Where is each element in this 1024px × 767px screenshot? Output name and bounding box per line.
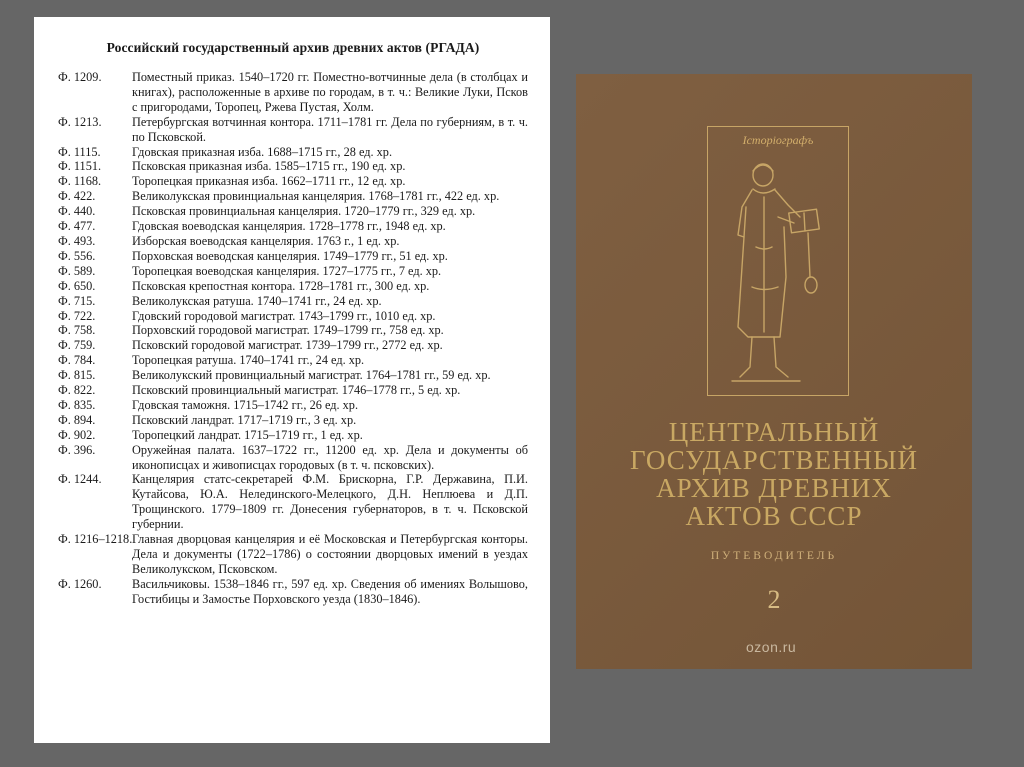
fund-code: Ф. 1213. xyxy=(58,114,102,129)
fund-code: Ф. 815. xyxy=(58,368,96,383)
archive-entry xyxy=(58,338,528,353)
fund-description: Великолукская провинциальная канцелярия. 1768–1781 гг., 422 ед. хр. xyxy=(132,189,500,204)
fund-description: Васильчиковы. 1538–1846 гг., 597 ед. хр. Сведения об имениях Волышово, Гостибицы и Замостье Порховского уезда (1830–1846). xyxy=(132,576,528,606)
archive-entry xyxy=(58,443,528,473)
fund-code: Ф. 784. xyxy=(58,353,96,368)
archive-entry xyxy=(58,309,528,324)
book-title-line-1: ЦЕНТРАЛЬНЫЙ xyxy=(668,417,880,447)
fund-description: Торопецкая ратуша. 1740–1741 гг., 24 ед. хр. xyxy=(132,353,365,368)
archive-entry xyxy=(58,174,528,189)
fund-description: Великолукская ратуша. 1740–1741 гг., 24 ед. хр. xyxy=(132,293,382,308)
fund-code: Ф. 835. xyxy=(58,397,96,412)
archive-entry xyxy=(58,323,528,338)
fund-description: Псковская приказная изба. 1585–1715 гг., 190 ед. хр. xyxy=(132,159,406,174)
fund-description: Порховский городовой магистрат. 1749–1799 гг., 758 ед. хр. xyxy=(132,323,444,338)
fund-description: Порховская воеводская канцелярия. 1749–1779 гг., 51 ед. хр. xyxy=(132,248,448,263)
archive-entry xyxy=(58,264,528,279)
fund-code: Ф. 396. xyxy=(58,442,96,457)
entries-list xyxy=(58,70,528,607)
archive-entry xyxy=(58,145,528,160)
watermark-text: ozon.ru xyxy=(746,639,797,655)
book-title-line-3: АРХИВ ДРЕВНИХ xyxy=(656,473,892,503)
illustration-frame xyxy=(707,126,849,396)
book-cover xyxy=(576,74,972,669)
archive-entry xyxy=(58,249,528,264)
book-title-line-2: ГОСУДАРСТВЕННЫЙ xyxy=(629,445,919,475)
fund-description: Гдовская приказная изба. 1688–1715 гг., 28 ед. хр. xyxy=(132,144,393,159)
fund-description: Торопецкая приказная изба. 1662–1711 гг., 12 ед. хр. xyxy=(132,174,406,189)
archive-entry xyxy=(58,189,528,204)
fund-code: Ф. 477. xyxy=(58,219,96,234)
fund-description: Псковский ландрат. 1717–1719 гг., 3 ед. хр. xyxy=(132,412,357,427)
archive-entry xyxy=(58,413,528,428)
fund-code: Ф. 1151. xyxy=(58,159,102,174)
fund-code: Ф. 722. xyxy=(58,308,96,323)
archive-entry xyxy=(58,353,528,368)
book-subtitle: ПУТЕВОДИТЕЛЬ xyxy=(710,550,838,562)
fund-description: Главная дворцовая канцелярия и её Московская и Петербургская конторы. Дела и документы (1722–1786) о состоянии дворцовых имений в уездах Великолукском, Псковском. xyxy=(132,532,528,576)
archive-entry xyxy=(58,368,528,383)
fund-description: Торопецкий ландрат. 1715–1719 гг., 1 ед. хр. xyxy=(132,427,363,442)
historian-figure-illustration xyxy=(708,127,848,395)
fund-code: Ф. 650. xyxy=(58,278,96,293)
fund-code: Ф. 556. xyxy=(58,248,96,263)
document-page xyxy=(34,17,550,743)
fund-code: Ф. 1216–1218. xyxy=(58,532,133,547)
illustration-caption: Історіографъ xyxy=(742,133,814,147)
fund-description: Канцелярия статс-секретарей Ф.М. Брискорна, Г.Р. Державина, П.И. Кутайсова, Ю.А. Нелединского-Мелецкого, Д.Н. Неплюева и Д.П. Трощинского. 1779–1809 гг. Донесения губернаторов, в т. ч. Псковской губернии. xyxy=(132,472,528,532)
fund-code: Ф. 1209. xyxy=(58,70,102,84)
fund-code: Ф. 493. xyxy=(58,233,96,248)
archive-entry xyxy=(58,472,528,532)
archive-entry xyxy=(58,279,528,294)
fund-description: Гдовская воеводская канцелярия. 1728–1778 гг., 1948 ед. хр. xyxy=(132,219,446,234)
fund-description: Псковский провинциальный магистрат. 1746–1778 гг., 5 ед. хр. xyxy=(132,383,461,398)
fund-code: Ф. 440. xyxy=(58,204,96,219)
archive-entry xyxy=(58,398,528,413)
fund-description: Псковская провинциальная канцелярия. 1720–1779 гг., 329 ед. хр. xyxy=(132,204,476,219)
fund-code: Ф. 758. xyxy=(58,323,96,338)
fund-code: Ф. 902. xyxy=(58,427,96,442)
fund-code: Ф. 1115. xyxy=(58,144,101,159)
document-title: Российский государственный архив древних актов (РГАДА) xyxy=(106,40,480,55)
fund-description: Гдовский городовой магистрат. 1743–1799 гг., 1010 ед. хр. xyxy=(132,308,436,323)
fund-code: Ф. 759. xyxy=(58,338,96,353)
fund-description: Петербургская вотчинная контора. 1711–1781 гг. Дела по губерниям, в т. ч. по Псковской. xyxy=(132,114,528,144)
fund-description: Оружейная палата. 1637–1722 гг., 11200 ед. хр. Дела и документы об иконописцах и живописцах городовых (в т. ч. псковских). xyxy=(132,442,528,472)
fund-description: Гдовская таможня. 1715–1742 гг., 26 ед. хр. xyxy=(132,397,359,412)
fund-code: Ф. 1168. xyxy=(58,174,102,189)
archive-entry xyxy=(58,294,528,309)
fund-description: Псковский городовой магистрат. 1739–1799 гг., 2772 ед. хр. xyxy=(132,338,443,353)
archive-entry xyxy=(58,383,528,398)
fund-code: Ф. 715. xyxy=(58,293,96,308)
fund-code: Ф. 894. xyxy=(58,412,96,427)
archive-entry xyxy=(58,70,528,115)
fund-description: Великолукский провинциальный магистрат. 1764–1781 гг., 59 ед. хр. xyxy=(132,368,491,383)
book-volume-number: 2 xyxy=(767,585,781,614)
fund-code: Ф. 422. xyxy=(58,189,96,204)
fund-description: Торопецкая воеводская канцелярия. 1727–1775 гг., 7 ед. хр. xyxy=(132,263,442,278)
archive-entry xyxy=(58,428,528,443)
book-title-line-4: АКТОВ СССР xyxy=(685,501,863,531)
archive-entry xyxy=(58,532,528,577)
book-title xyxy=(576,418,972,530)
archive-entry xyxy=(58,115,528,145)
archive-entry xyxy=(58,159,528,174)
archive-entry xyxy=(58,234,528,249)
fund-code: Ф. 1260. xyxy=(58,576,102,591)
fund-description: Поместный приказ. 1540–1720 гг. Поместно-вотчинные дела (в столбцах и книгах), расположенные в архиве по городам, в т. ч.: Великие Луки, Псков с пригородами, Торопец, Ржева Пустая, Холм. xyxy=(132,70,528,114)
fund-code: Ф. 1244. xyxy=(58,472,102,487)
fund-code: Ф. 822. xyxy=(58,383,96,398)
fund-description: Псковская крепостная контора. 1728–1781 гг., 300 ед. хр. xyxy=(132,278,430,293)
archive-entry xyxy=(58,219,528,234)
fund-code: Ф. 589. xyxy=(58,263,96,278)
archive-entry xyxy=(58,204,528,219)
fund-description: Изборская воеводская канцелярия. 1763 г., 1 ед. хр. xyxy=(132,233,400,248)
archive-entry xyxy=(58,577,528,607)
